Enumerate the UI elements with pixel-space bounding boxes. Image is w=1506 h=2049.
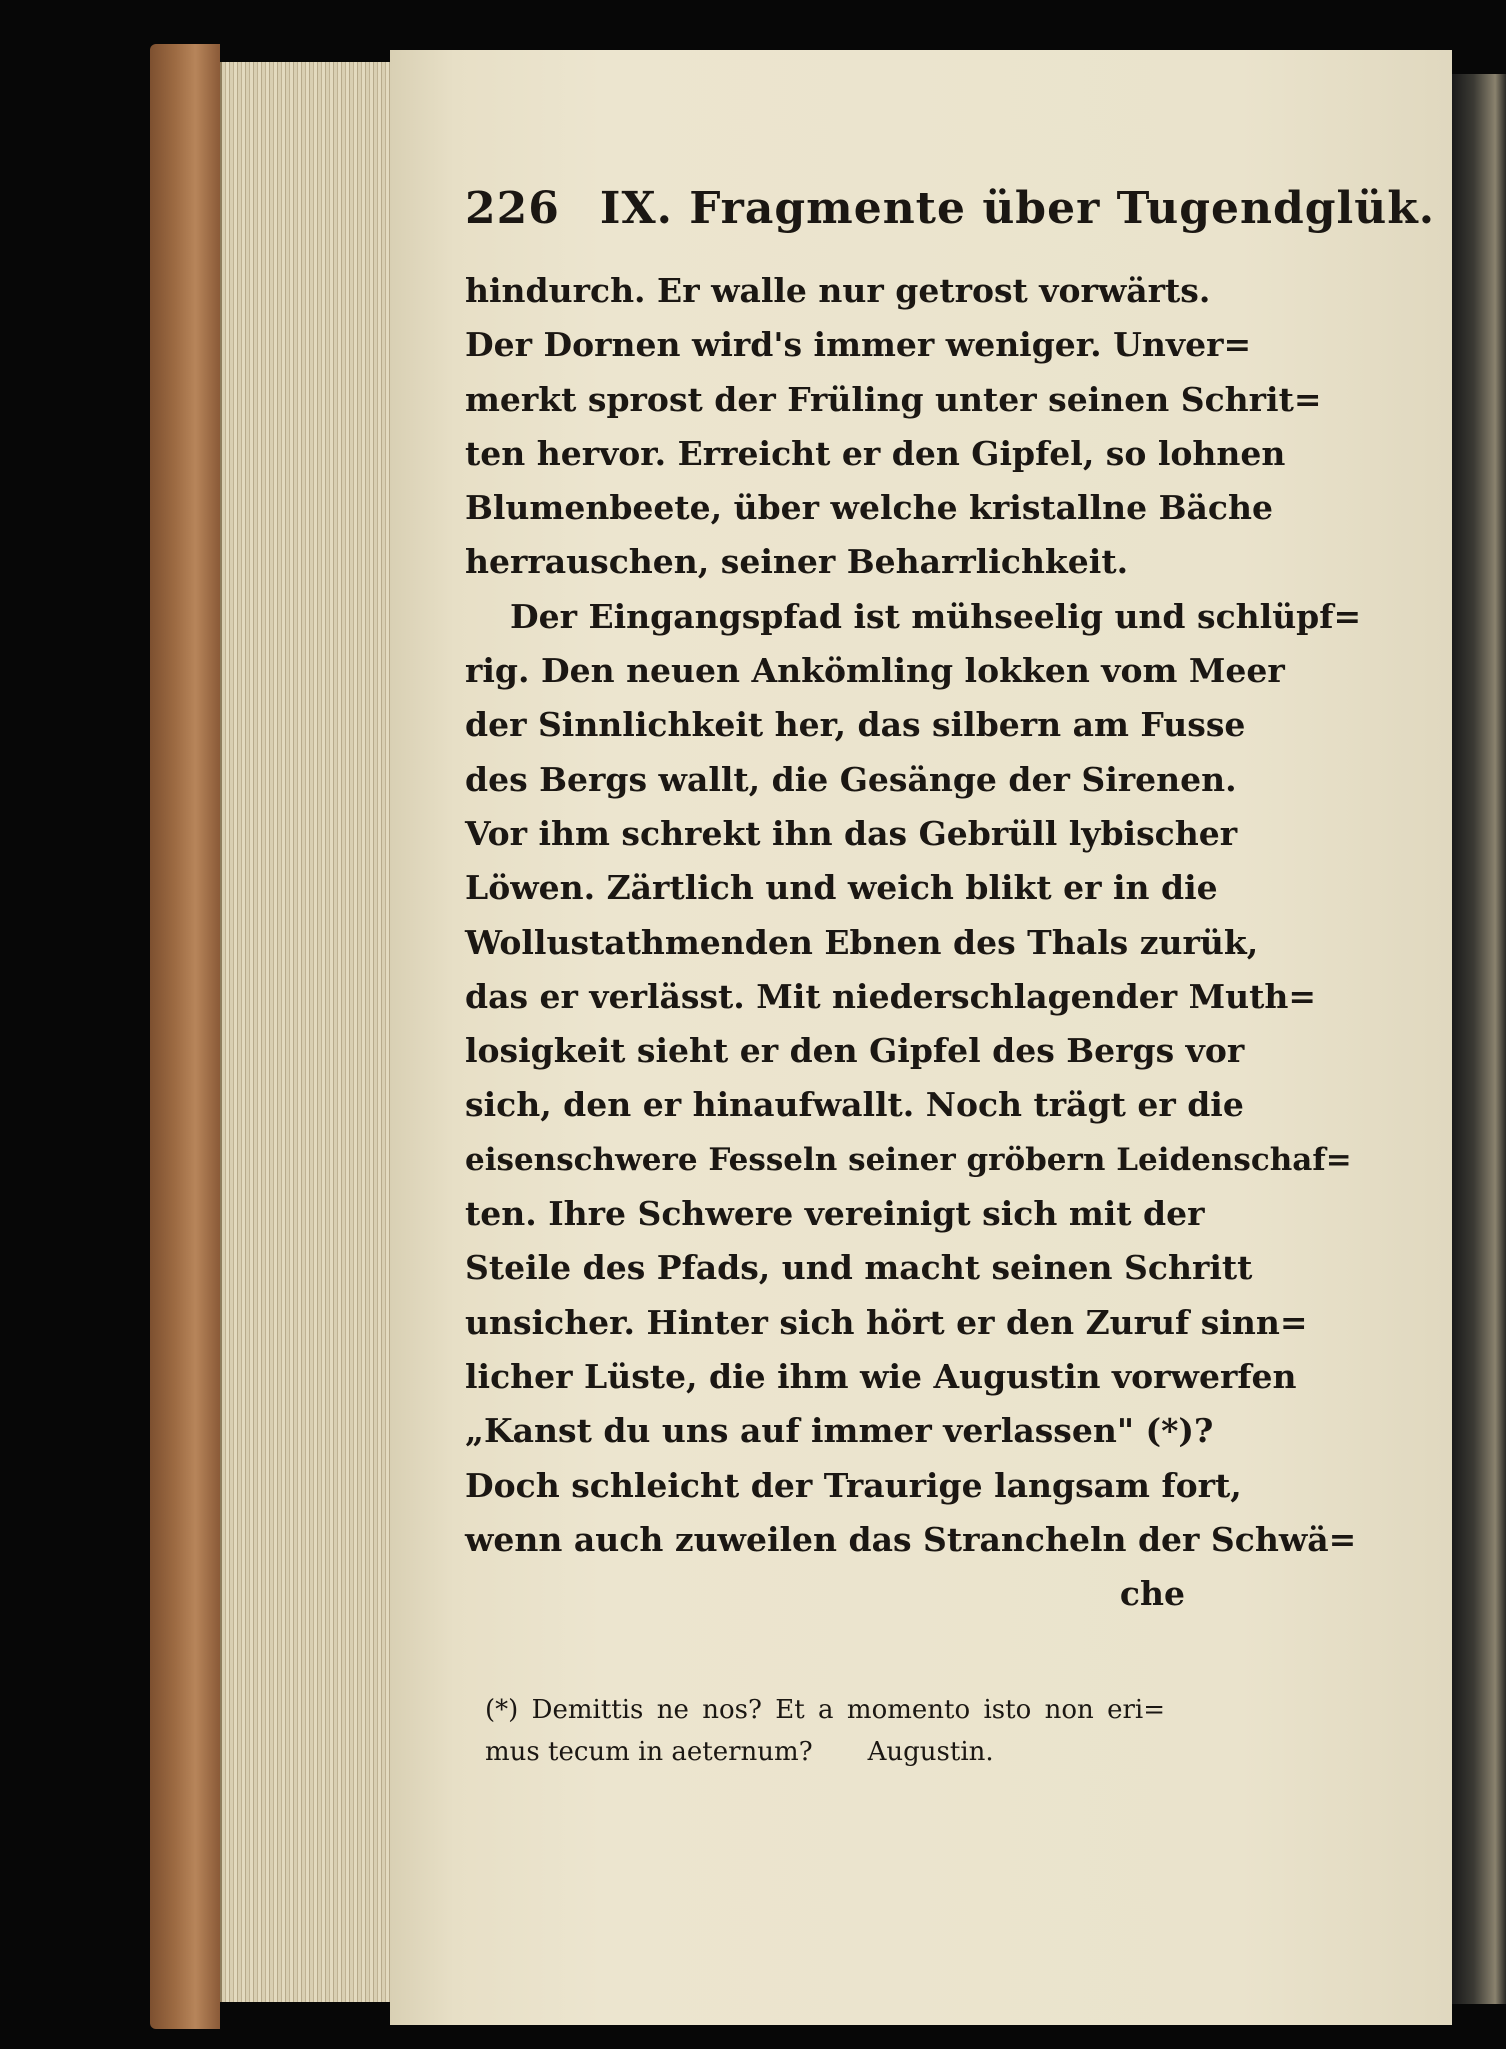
text-line: merkt sprost der Früling unter seinen Schrit= <box>465 379 1322 419</box>
text-line: licher Lüste, die ihm wie Augustin vorwerfen <box>465 1356 1297 1396</box>
facing-page-edge <box>1452 74 1506 2004</box>
text-line: Steile des Pfads, und macht seinen Schritt <box>465 1248 1253 1288</box>
text-line: eisenschwere Fesseln seiner gröbern Leidenschaf= <box>465 1141 1352 1178</box>
footnote-line-text: mus tecum in aeternum? <box>485 1737 813 1767</box>
text-line: hindurch. Er walle nur getrost vorwärts. <box>465 271 1211 310</box>
text-line: wenn auch zuweilen das Strancheln der Schwä= <box>465 1519 1357 1559</box>
text-line: des Bergs wallt, die Gesänge der Sirenen. <box>465 759 1237 799</box>
text-line: Vor ihm schrekt ihn das Gebrüll lybischer <box>465 813 1238 853</box>
text-line: das er verlässt. Mit niederschlagender Muth= <box>465 976 1317 1016</box>
running-head-title: IX. Fragmente über Tugendglük. <box>599 183 1436 234</box>
book-cover-edge <box>150 44 220 2029</box>
text-line: Der Eingangspfad ist mühseelig und schlüpf= <box>510 596 1362 636</box>
text-line: Wollustathmenden Ebnen des Thals zurük, <box>465 922 1259 962</box>
text-line: sich, den er hinaufwallt. Noch trägt er die <box>465 1085 1244 1125</box>
text-line: der Sinnlichkeit her, das silbern am Fusse <box>465 705 1246 745</box>
text-line: unsicher. Hinter sich hört er den Zuruf sinn= <box>465 1302 1308 1342</box>
text-line: Blumenbeete, über welche kristallne Bäche <box>465 488 1273 528</box>
text-line: Der Dornen wird's immer weniger. Unver= <box>465 325 1252 365</box>
text-line: Löwen. Zärtlich und weich blikt er in die <box>465 868 1218 908</box>
text-line: Doch schleicht der Traurige langsam fort, <box>465 1465 1242 1505</box>
text-line: losigkeit sieht er den Gipfel des Bergs vor <box>465 1031 1245 1071</box>
book <box>150 44 1506 2029</box>
text-line: ten hervor. Erreicht er den Gipfel, so lohnen <box>465 433 1286 473</box>
footnote-line: (*) Demittis ne nos? Et a momento isto non eri= <box>485 1695 1165 1725</box>
page-block-edges <box>220 62 392 2002</box>
text-line: ten. Ihre Schwere vereinigt sich mit der <box>465 1194 1205 1234</box>
text-line: rig. Den neuen Ankömling lokken vom Meer <box>465 651 1285 691</box>
catchword: che <box>1119 1574 1185 1614</box>
text-line: herrauschen, seiner Beharrlichkeit. <box>465 542 1129 582</box>
footnote <box>485 1689 1165 1773</box>
text-line: „Kanst du uns auf immer verlassen" (*)? <box>465 1411 1214 1451</box>
footnote-signature: Augustin. <box>867 1737 994 1767</box>
page-number: 226 <box>465 183 560 234</box>
footnote-line <box>485 1731 1165 1773</box>
running-header <box>465 179 1436 239</box>
body-text <box>465 264 1362 1621</box>
